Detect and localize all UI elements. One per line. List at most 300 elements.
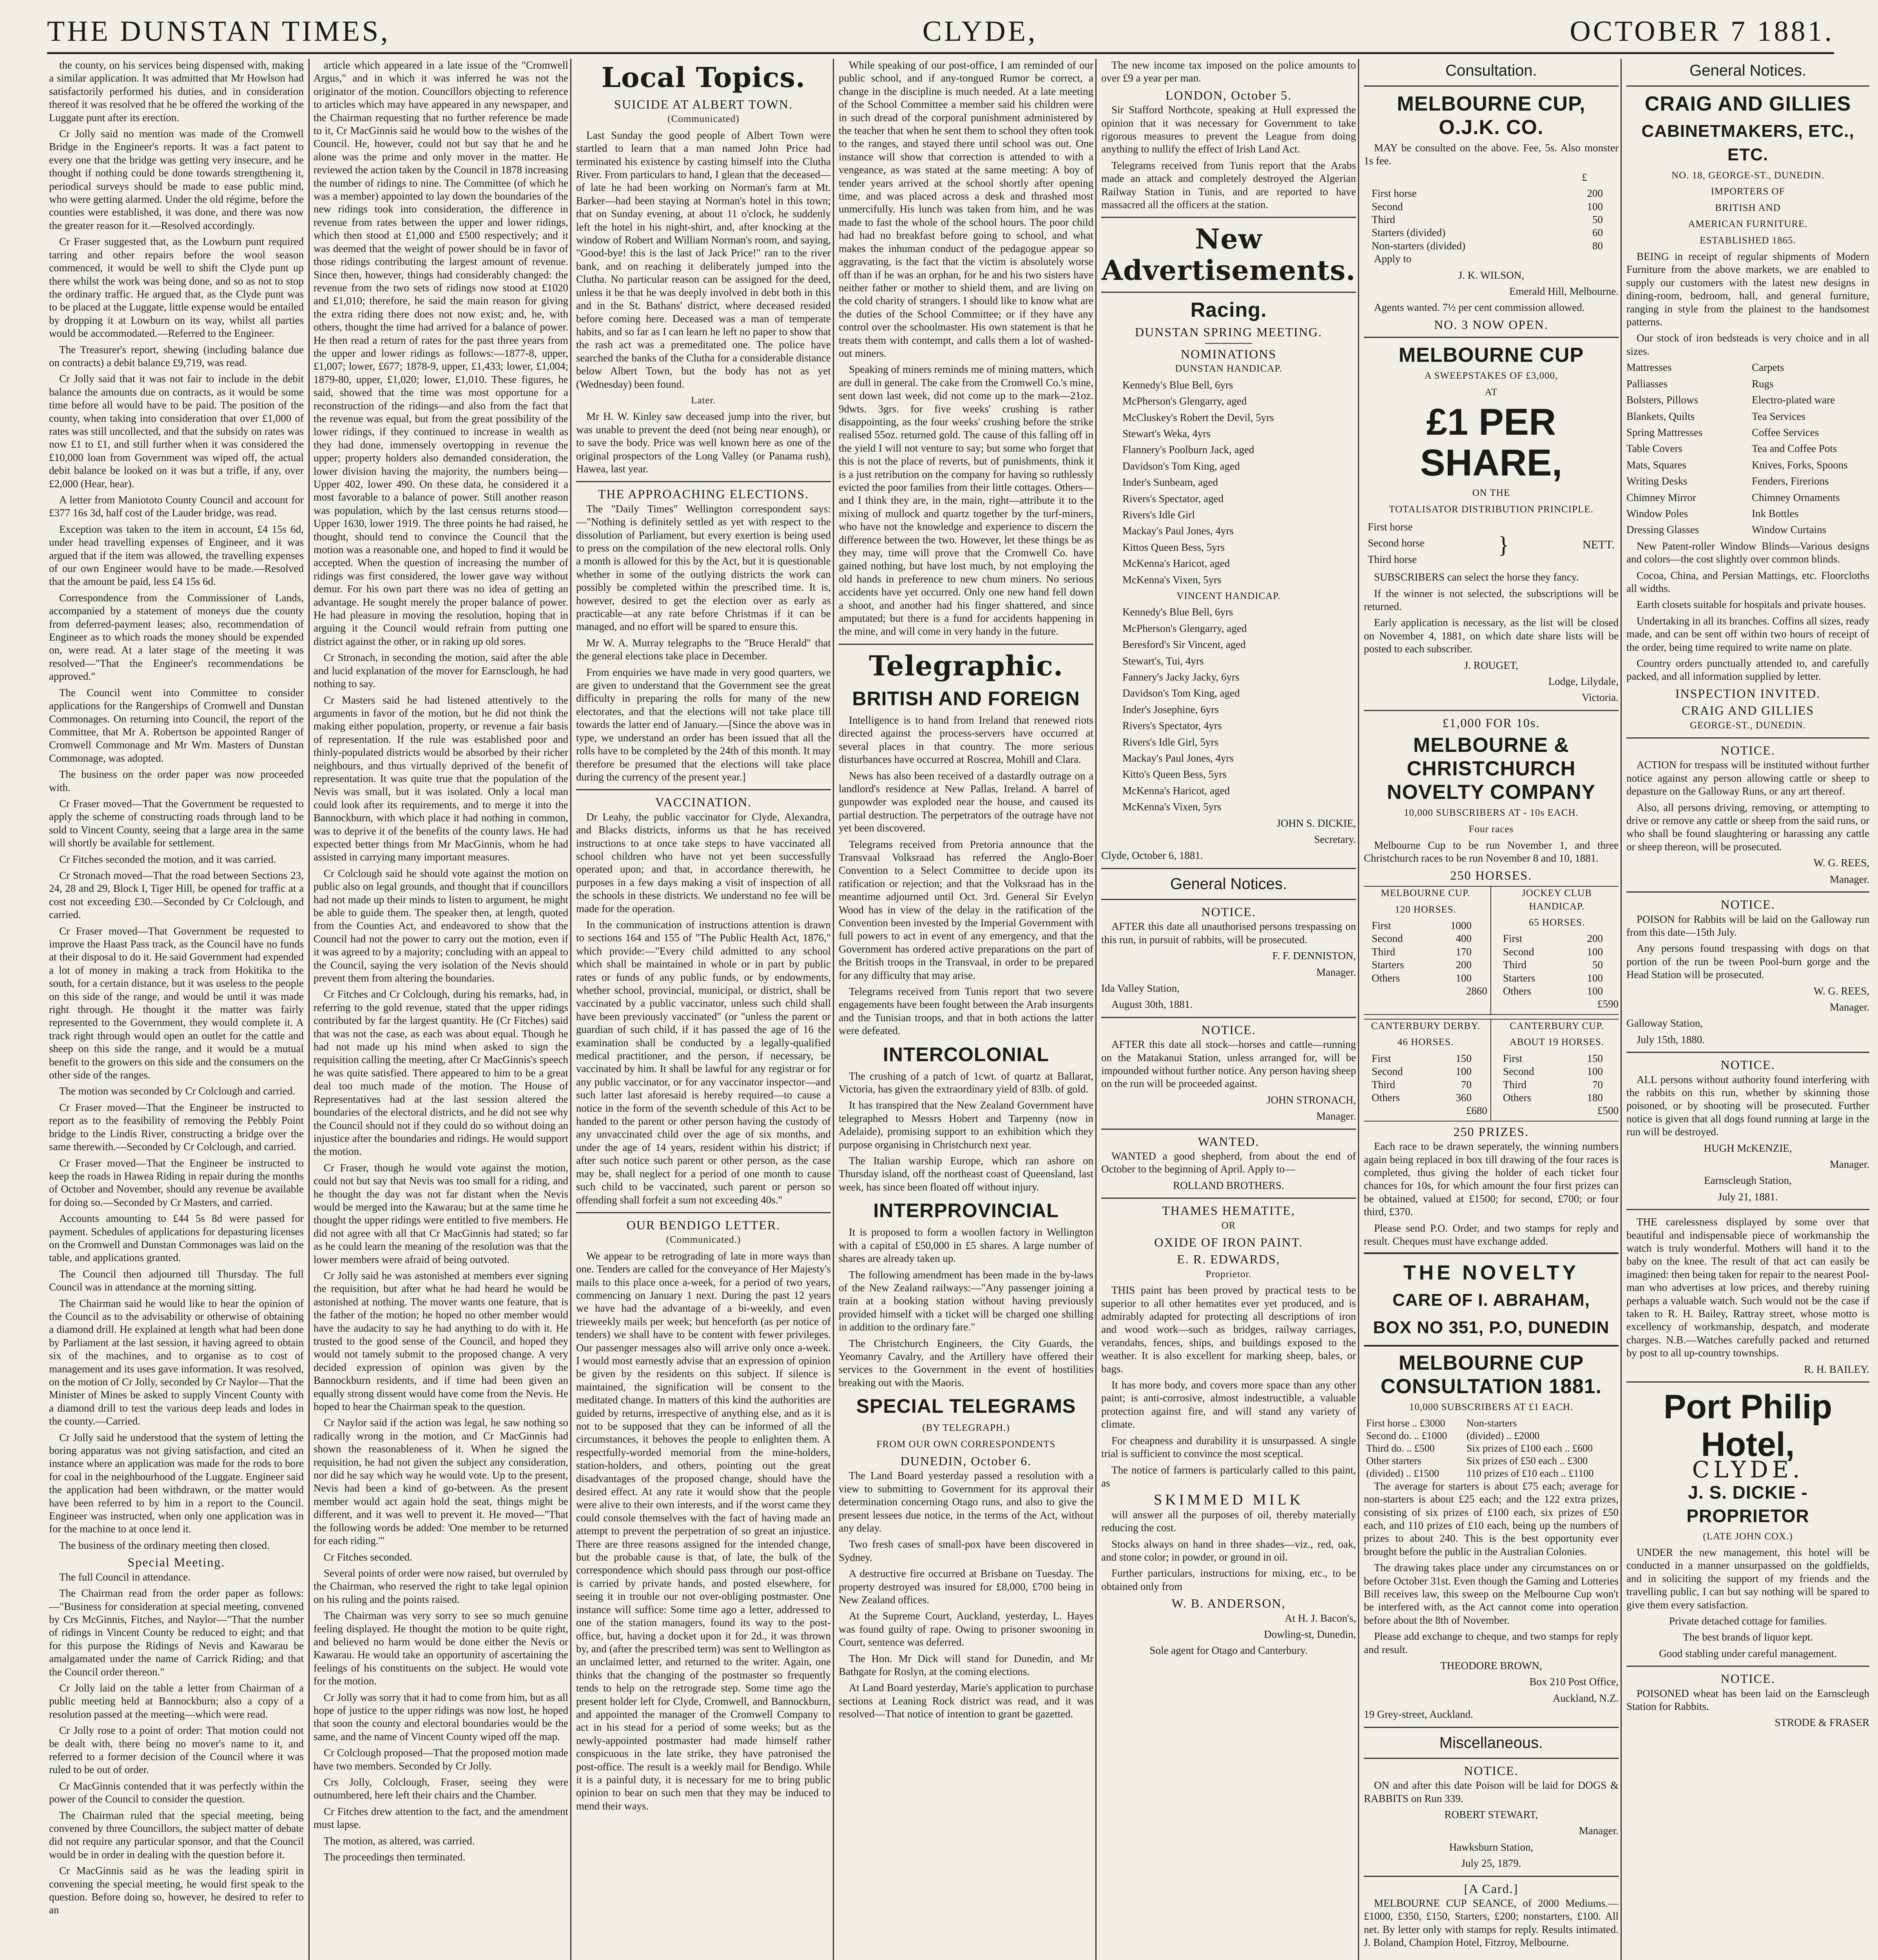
prize-row [1364, 946, 1487, 958]
prize-row [1364, 972, 1487, 985]
four-races: Four races [1468, 824, 1514, 835]
prize-row [1495, 1078, 1619, 1091]
cup-b-prizes [1495, 932, 1619, 998]
bendigo-article [576, 1250, 831, 1813]
divider [1364, 1876, 1619, 1877]
correspondents-line: FROM OUR OWN CORRESPONDENTS [876, 1439, 1056, 1450]
paragraph: A letter from Maniototo County Council and account for £377 16s 3d, half cost of the Lauder bridge, was read. [49, 494, 304, 519]
prize-amount: 200 [1587, 187, 1603, 200]
cup-a-heading: MELBOURNE CUP. [1381, 888, 1470, 899]
prize-row [1364, 226, 1619, 239]
paragraph: Cr Jolly said he understood that the system of letting the boring apparatus was not giving satisfaction, and cited an instance where an application was made for the rods to bore for coal in the neighbourhood of the Luggate. Engineer said the application had been withdrawn, or the matter would have been referred to by him in a report to the Council. Engineer was instructed, when only one application was in for the machine to at once lend it. [49, 1431, 304, 1535]
race-entry: Rivers's Spectator, 4yrs [1122, 720, 1222, 732]
prize-label: Third [1503, 1078, 1526, 1091]
prize-amount: 400 [1456, 933, 1472, 945]
paragraph: The Hon. Mr Dick will stand for Dunedin, and Mr Bathgate for Roslyn, at the coming elections. [839, 1652, 1093, 1678]
divider [1101, 1198, 1356, 1199]
stock-item: Spring Mattresses [1626, 426, 1703, 438]
prize-label: First [1372, 920, 1391, 932]
novelty-note: Please send P.O. Order, and two stamps for reply and result. Cheques must have exchange added. [1364, 1222, 1619, 1247]
race-entry: Mackay's Paul Jones, 4yrs [1122, 752, 1234, 764]
prize-row [1364, 200, 1619, 213]
rabbit-poison-text: POISON for Rabbits will be laid on the Galloway run from this date—15th July. [1626, 913, 1869, 938]
prize-label: Others [1372, 972, 1400, 984]
paragraph: Cr Fraser suggested that, as the Lowburn punt required tarring and other repairs before the wool season commenced, it would be well to shift the Clyde punt up there whilst the work was being done, and so as not to stop the ordinary traffic. He argued that, as the Clyde punt was to be placed at the Luggate, little expense would be entailed by dropping it at Lowburn on its way, whilst all parties would be accommodated.—Referred to the Engineer. [49, 236, 304, 339]
thousand-for-ten: £1,000 FOR 10s. [1442, 715, 1540, 730]
stock-list-right [1752, 361, 1869, 539]
rouget-address-2: Victoria. [1582, 691, 1619, 704]
race-entry: Davidson's Tom King, aged [1122, 460, 1240, 472]
prize-amount: 100 [1587, 985, 1603, 997]
edwards-name: E. R. EDWARDS, [1177, 1252, 1280, 1267]
elections-heading: THE APPROACHING ELECTIONS. [598, 487, 809, 501]
paragraph: The Italian warship Europe, which ran ashore on Thursday island, off the northeast coast of Queensland, last week, has since been floated off without injury. [839, 1155, 1093, 1193]
galloway-place: Galloway Station, [1626, 1017, 1703, 1029]
race-entry: Flannery's Poolburn Jack, aged [1122, 444, 1254, 456]
earth-closets-text: Earth closets suitable for hospitals and private houses. [1637, 599, 1866, 611]
short-rule [1205, 343, 1252, 344]
divider [1101, 1129, 1356, 1130]
column-3 [576, 59, 831, 1960]
consultation-1881-title: MELBOURNE CUP CONSULTATION 1881. [1380, 1352, 1602, 1398]
stock-item: Palliasses [1626, 377, 1668, 390]
prize-label: Third [1372, 214, 1395, 226]
consultation-prize-table [1364, 1417, 1619, 1480]
paragraph: It is proposed to form a woollen factory in Wellington with a capital of £50,000 in £5 shares. A large number of shares are already taken up. [839, 1226, 1093, 1265]
paragraph: The motion was seconded by Cr Colclough and carried. [59, 1085, 295, 1097]
notice-heading: NOTICE. [1201, 904, 1256, 919]
brown-box: Box 210 Post Office, [1529, 1676, 1619, 1688]
if-winner-text: If the winner is not selected, the subscriptions will be returned. [1364, 587, 1619, 612]
suicide-article [576, 129, 831, 391]
paragraph: Cr Fraser, though he would vote against the motion, could not but say that Nevis was too small for a riding, and he thought the day was not far distant when the Nevis would be merged into the Kawarau; but at the same time he thought the upper ridings were entitled to five members. He did not agree with all that Cr MacGinnis had stated; so far as he could learn the meaning of the resolution was that the lower members were afraid of being outvoted. [314, 1161, 568, 1265]
watch-notice-text: THE carelessness displayed by some over that beautiful and indispensable piece of workmanship the watch is truly wonderful. Mothers will hand it to the baby on the knee. The result of that act can easily be imagined: then being taken for repair to the nearest Pool-man who advertises at low prices, and thereby ruining perhaps a valuable watch. Such would not be the case if taken to R. H. Bailey, Rattray street, whose motto is excellency of workmanship, despatch, and moderate charges. N.B.—Watches carefully packed and returned by post to all up-country townships. [1626, 1216, 1869, 1359]
bedsteads-text: Our stock of iron bedsteads is very choice and in all sizes. [1626, 332, 1869, 357]
consultation-row [1364, 1430, 1619, 1442]
stock-item: Tea and Coffee Pots [1752, 443, 1837, 455]
cup-b-count: 65 HORSES. [1528, 917, 1585, 928]
ojk-agents-wanted: Agents wanted. 7½ per cent commission allowed. [1374, 301, 1585, 314]
stock-item: Window Poles [1626, 507, 1688, 519]
prize-row [1364, 1078, 1487, 1091]
secretary-role: Secretary. [1314, 833, 1356, 846]
rabbits-authority-text: ALL persons without authority found interfering with the rabbits on this run, whether by skinning those poisoned, or by shooting will be prosecuted. Further notice is given that all dogs found running at large in the run will be destroyed. [1626, 1073, 1869, 1138]
paragraph: Cr Jolly was sorry that it had to come from him, but as all hope of justice to the upper ridings was now lost, he hoped that soon the county and electoral boundaries would be the same, and the name of Vincent County wiped off the map. [314, 1691, 568, 1742]
bendigo-subheading: (Communicated.) [666, 1234, 741, 1245]
craig-address: NO. 18, GEORGE-ST., DUNEDIN. [1671, 170, 1824, 181]
prize-amount: 170 [1456, 946, 1472, 958]
rabbit-poison-text-2: Any persons found trespassing with dogs on that portion of the run be tween Pool-burn gorge and the Head Station will be prosecuted. [1626, 942, 1869, 981]
strode-fraser: STRODE & FRASER [1775, 1717, 1869, 1729]
paragraph: The business on the order paper was now proceeded with. [49, 768, 304, 793]
paragraph: Cr Stronach, in seconding the motion, said after the able and lucid explanation of the mover for Earnsclough, he had nothing to say. [314, 652, 568, 690]
divider [1626, 1052, 1869, 1053]
furniture-intro: BEING in receipt of regular shipments of Modern Furniture from the above markets, we are enabled to supply our customers with the latest new designs in dining-room, bedroom, hall, and general furniture, ranging in style from the plainest to the handsomest patterns. [1626, 250, 1869, 328]
prize-row [1364, 958, 1487, 971]
prize-amount: 100 [1587, 972, 1603, 984]
consultation-row [1364, 1417, 1619, 1430]
paragraph: The Council went into Committee to consider applications for the Rangerships of Cromwell and Dunstan Commonages. On returning into Council, the report of the Committee, that Mr A. Robertson be appointed Ranger of Cromwell Commonage and Mr Wm. Masters of Dunstan Commonage, was adopted. [49, 686, 304, 764]
local-topics-heading: Local Topics. [601, 61, 806, 94]
george-street: GEORGE-ST., DUNEDIN. [1690, 720, 1806, 731]
prize-row [1364, 1052, 1487, 1065]
thames-paint-text-2 [1101, 1508, 1356, 1593]
early-application-text: Early application is necessary, as the list will be closed on November 4, 1881, on which date share lists will be posted to each subscriber. [1364, 617, 1619, 655]
prize-row [1495, 1065, 1619, 1078]
stock-item: Blankets, Quilts [1626, 410, 1695, 422]
paragraph: Two fresh cases of small-pox have been discovered in Sydney. [839, 1538, 1093, 1563]
brown-city: Auckland, N.Z. [1553, 1692, 1619, 1704]
notice-heading: NOTICE. [1720, 897, 1775, 912]
prize-row [1364, 187, 1619, 200]
stock-list-left [1626, 361, 1744, 539]
ojk-intro: MAY be consulted on the above. Fee, 5s. Also monster 1s fee. [1364, 142, 1619, 167]
cup-c-prizes [1364, 1052, 1487, 1105]
general-notices-heading: General Notices. [1689, 62, 1806, 79]
paragraph: Accounts amounting to £44 5s 8d were passed for payment. Schedules of applications for depasturing licenses on the Cromwell and Dunstan Commonages was laid on the table, and applications granted. [49, 1212, 304, 1264]
two-fifty-horses: 250 HORSES. [1450, 868, 1532, 882]
prize-row [1364, 932, 1487, 945]
secretary-name: JOHN S. DICKIE, [1276, 817, 1356, 829]
paragraph: Stocks always on hand in three shades—viz., red, oak, and stone color; in powder, or ground in oil. [1101, 1538, 1356, 1563]
race-entry: McKenna's Haricot, aged [1122, 557, 1230, 570]
dunedin-telegrams [839, 1469, 1093, 1720]
interprovincial-news [839, 1226, 1093, 1389]
vaccination-heading: VACCINATION. [655, 795, 752, 809]
prize-amount: 200 [1587, 933, 1603, 945]
race-entry: McPherson's Glengarry, aged [1122, 395, 1247, 407]
first-horse-label: First horse [1368, 521, 1413, 533]
paragraph: Cr Jolly said no mention was made of the Cromwell Bridge in the Engineer's reports. It was a fact patent to every one that the bridge was getting very insecure, and he thought if nothing could be done towards strengthening it, periodical surveys should be made to ease public mind, who were getting alarmed. Under the old régime, before the counties were established, it was done, and there was now the greater reason for it.—Resolved accordingly. [49, 128, 304, 231]
column-2 [314, 59, 568, 1960]
suicide-heading: SUICIDE AT ALBERT TOWN. [614, 97, 793, 111]
prize-label: First horse [1372, 187, 1417, 200]
denniston-notice-text: AFTER this date all unauthorised persons trespassing on this run, in pursuit of rabbits, will be prosecuted. [1101, 920, 1356, 946]
ida-valley-place: Ida Valley Station, [1101, 982, 1180, 994]
paragraph: The new income tax imposed on the police amounts to over £9 a year per man. [1101, 59, 1356, 84]
thames-or: OR [1221, 1220, 1236, 1231]
racing-heading: Racing. [1190, 299, 1267, 322]
anderson-address-2: Dowling-st, Dunedin, [1264, 1628, 1356, 1640]
paragraph: From enquiries we have made in very good quarters, we are given to understand that the Government see the great difficulty in preparing the rolls for many of the new electorates, and that the elections will not take place till towards the latter end of January.—[Since the above was in type, we understand an order has been issued that all the rolls have to be completed by the 24th of this month. It may therefore be presumed that the elections will take place during the currency of the present year.] [576, 666, 831, 783]
prize-amount: 1000 [1450, 920, 1472, 932]
paragraph: Crs Jolly, Colclough, Fraser, seeing they were outnumbered, here left their chairs and the Chamber. [314, 1776, 568, 1801]
paragraph: Last Sunday the good people of Albert Town were startled to learn that a man named John Price had terminated his existence by casting himself into the Clutha River. From particulars to hand, I glean that the deceased—of late he had been working on Norman's farm at Mt. Barker—had been staying at Norman's hotel in this town; that on Sunday evening, at about 11 o'clock, he suddenly left the hotel in his night-shirt, and, after knocking at the window of Robert and William Norman's room, and saying, "Good-bye! this is the last of Jack Price!" ran to the river bank, and on reaching it deliberately jumped into the Clutha. No particular reason can be assigned for the deed, unless it be that he was deeply involved in debt both in this and in the St. Bathans' district, where deceased resided before coming here. Deceased was a man of temperate habits, and so far as I can learn he left no paper to show that the rash act was a premeditated one. The police have searched the banks of the Clutha for a considerable distance below Albert Town, but the body has not as yet (Wednesday) been found. [576, 129, 831, 390]
divider [1626, 891, 1869, 893]
prize-label: Starters [1503, 972, 1535, 984]
novelty-address-box [1364, 1252, 1619, 1347]
craig-gillies-footer: CRAIG AND GILLIES [1682, 703, 1814, 718]
race-entry: Inder's Sunbeam, aged [1122, 476, 1218, 488]
prize-row [1495, 1052, 1619, 1065]
cup-b-total: £590 [1597, 998, 1619, 1010]
rolland-brothers: ROLLAND BROTHERS. [1173, 1179, 1284, 1191]
prizes-heading: 250 PRIZES. [1453, 1124, 1529, 1139]
column-1 [49, 59, 304, 1960]
race-entry: McKenna's Vixen, 5yrs [1122, 573, 1222, 586]
consultation-cell: First horse .. £3000 [1366, 1417, 1445, 1429]
prize-row [1495, 946, 1619, 958]
consultation-cell: 110 prizes of £10 each .. £1100 [1466, 1467, 1594, 1479]
novelty-description: Melbourne Cup to be run November 1, and three Christchurch races to be run November 8 and 10, 1881. [1364, 839, 1619, 864]
prize-row [1364, 240, 1619, 252]
divider [1626, 1381, 1869, 1383]
council-report [49, 59, 304, 1552]
notice-heading: NOTICE. [1720, 1058, 1775, 1072]
novelty-draw-text: Each race to be drawn seperately, the winning numbers again being replaced in box till drawing of the four races is completed, thus giving the holder of each ticket four chances for 10s, for which amount the four first prizes can be obtained, valued at £1500; for second, £700; or four third, £370. [1364, 1140, 1619, 1218]
special-meeting-report [49, 1571, 304, 1917]
paragraph: The motion, as altered, was carried. [324, 1835, 475, 1847]
dunstan-handicap-entries [1101, 379, 1356, 586]
prize-label: First [1372, 1052, 1391, 1064]
novelty-company-title: MELBOURNE & CHRISTCHURCH NOVELTY COMPANY [1387, 734, 1596, 804]
paragraph: Exception was taken to the item in account, £4 15s 6d, under head travelling expenses of Engineer, and it was argued that if the item was allowed, the travelling expenses of our own Engineer would have to be made.—Resolved that the amount be paid, less £4 15s 6d. [49, 523, 304, 588]
stock-item: Chimney Mirror [1626, 491, 1696, 503]
racing-date: Clyde, October 6, 1881. [1101, 849, 1203, 862]
brown-address: 19 Grey-street, Auckland. [1364, 1708, 1473, 1720]
prize-amount: 100 [1456, 1065, 1472, 1078]
prize-label: Third [1503, 959, 1526, 971]
nett-label: NETT. [1583, 538, 1615, 552]
paragraph: Cr Fraser moved—That the Engineer be instructed to report as to the feasibility of removing the Pebbly Point bridge to the Lindis River, constructing a bridge over the same therewith.—Seconded by Cr Colclough, and carried. [49, 1101, 304, 1153]
prize-amount: 100 [1587, 1065, 1603, 1078]
hawksburn-date: July 25, 1879. [1461, 1857, 1521, 1869]
stock-item: Chimney Ornaments [1752, 491, 1840, 503]
rees-role-2: Manager. [1829, 1001, 1869, 1013]
edwards-role: Proprietor. [1205, 1269, 1252, 1279]
inspection-invited: INSPECTION INVITED. [1675, 686, 1821, 701]
paragraph: Cr Fitches seconded the motion, and it was carried. [59, 853, 276, 865]
cup-d-heading: CANTERBURY CUP. [1510, 1020, 1604, 1031]
paragraph: We appear to be retrograding of late in more ways than one. Tenders are called for the conveyance of Her Majesty's mails to this place once a-week, for a period of two years, commencing on January 1 next. During the past 12 years we have had the advantage of a bi-weekly, and even trieweekly mails per week; but henceforth (as per notice of tenders) we shall have to be content with fewer privileges. Our passenger messages also will arrive only once a-week. I would most earnestly advise that an expression of opinion be given by the residents on this subject. If silence is maintained, the signification will be consent to the meditated change. In matters of this kind the authorities are guided by returns, irrespective of anything else, and as it is not to be supposed that they can be informed of all the circumstances, it behoves the people to enlighten them. A respectfully-worded memorial from the mine-holders, station-holders, and others, pointing out the great disadvantages of the proposed change, should have the desired effect. At any rate it would show that the people were alive to their own interests, and if the worst came they could console themselves with the fact of having made an attempt to prevent the perpetration of so great an injustice. There are three reasons assigned for the intended change, but the probable cause is that, of late, the bulk of the correspondence which should pass through our post-office is carried by private hands, and posted elsewhere, for seeing it in trouble our not over-obliging postmaster. One instance will suffice: Some time ago a letter, addressed to one of the station managers, found its way to the post-office, but, having a docket upon it for 2d., it was thrown by, and (after the prescribed term) was sent to Wellington as an unclaimed letter, and returned to the writer. Again, one thinks that the changing of the postmaster so frequently tends to help on the retrograde step. Some time ago the present holder left for Clyde, Cromwell, and Bannockburn, and appointed the manager of the Cromwell Company to act in his stead for a period of some weeks; but as the newly-appointed postmaster had made himself rather conspicuous in the late strike, they have patronised the post-office. The result is a weekly mail for Bendigo. While it is a painful duty, it is necessary for me to bring public opinion to bear on such men that they may be induced to mend their ways. [576, 1250, 831, 1812]
prize-label: Starters (divided) [1372, 227, 1446, 239]
cup-d-prizes [1495, 1052, 1619, 1105]
bendigo-heading: OUR BENDIGO LETTER. [626, 1218, 781, 1232]
stock-item: Window Curtains [1752, 524, 1827, 536]
special-meeting-heading: Special Meeting. [127, 1555, 225, 1570]
consultation-cell: (divided) .. £2000 [1466, 1430, 1540, 1441]
bailey-name: R. H. BAILEY. [1804, 1363, 1869, 1375]
column-5 [1101, 59, 1356, 1960]
skimmed-milk: SKIMMED MILK [1153, 1492, 1304, 1508]
race-entry: Fannery's Jacky Jacky, 6yrs [1122, 671, 1240, 683]
column-7 [1626, 59, 1869, 1960]
divider [576, 1212, 831, 1213]
consultation-row [1364, 1455, 1619, 1467]
race-entry: Inder's Josephine, 6yrs [1122, 703, 1219, 715]
stewart-name: ROBERT STEWART, [1444, 1808, 1538, 1820]
paragraph: Cr Fraser moved—That Government be requested to improve the Haast Pass track, as the Council have no funds at their disposal to do it. He said Government had expended a lot of money in making a track from Hokitika to the south, for a certain distance, but it was useless to the people on this side of the range, and would be until it was made right through. He thought it the matter was fairly represented to the Government, they would complete it. A track right through would open an outlet for the cattle and sheep on this side the range, and it would be a mutual benefit to the growers on this side and the consumers on the other side of the ranges. [49, 925, 304, 1081]
paragraph: THIS paint has been proved by practical tests to be superior to all other hematites ever yet produced, and is admirably adapted for protecting all descriptions of iron and wood work—such as bridges, railway carriages, verandahs, fences, ships, and buildings exposed to the weather. It is also excellent for marking sheep, bales, or bags. [1101, 1284, 1356, 1375]
cup-b-heading: JOCKEY CLUB HANDICAP. [1522, 888, 1592, 912]
paragraph: Cr Naylor said if the action was legal, he saw nothing so radically wrong in the motion, and Cr MacGinnis had shown the reasonableness of it. When he signed the requisition, he had not given the subject any consideration, nor did he say which way he would vote. Up to the present, Nevis had been a kind of go-between. As the present member would act again hold the seat, things might be different, and it was well to prevent it. He moved—"That the following words be added: 'One member to be returned for each riding.'" [314, 1417, 568, 1547]
paragraph: Further particulars, instructions for mixing, etc., to be obtained only from [1101, 1567, 1356, 1592]
stewart-role: Manager. [1579, 1825, 1619, 1837]
intercolonial-heading: INTERCOLONIAL [883, 1043, 1050, 1065]
prize-row [1364, 1091, 1487, 1104]
elections-article [576, 503, 831, 784]
paragraph: For cheapness and durability it is unsurpassed. A single trial is sufficient to convince the most sceptical. [1101, 1434, 1356, 1460]
prize-amount: 80 [1592, 240, 1603, 252]
stock-item: Tea Services [1752, 410, 1805, 422]
notice-heading: NOTICE. [1201, 1022, 1256, 1037]
race-entry: McKenna's Vixen, 5yrs [1122, 801, 1222, 813]
special-telegrams-heading: SPECIAL TELEGRAMS [856, 1395, 1076, 1417]
divider [1364, 337, 1619, 338]
novelty-heading: THE NOVELTY [1403, 1261, 1579, 1285]
interprovincial-heading: INTERPROVINCIAL [873, 1200, 1059, 1222]
prize-row [1364, 213, 1619, 226]
paragraph: Cr Jolly said he was astonished at members ever signing the requisition, but after what he had heard he would be astonished at nothing. The mover wants one feature, that is the father of the motion; he hoped no other member would have the audacity to say he had anything to do with it. He trusted to the good sense of the Council, and hoped they would not tamely submit to the proposed change. A very decided expression of opinion was given by the Bannockburn residents, and if time had been given an equally strong dissent would have come from the Nevis. He hoped to hear the Chairman speak to the question. [314, 1269, 568, 1413]
mattings-text: Cocoa, China, and Persian Mattings, etc. Floorcloths all widths. [1626, 569, 1869, 594]
prize-row [1364, 1065, 1487, 1078]
paragraph: Several points of order were now raised, but overruled by the Chairman, who reserved the right to take legal opinion on his ruling and the points raised. [314, 1567, 568, 1605]
earnscleugh-date: July 21, 1881. [1718, 1191, 1778, 1203]
importers-of: IMPORTERS OF [1711, 186, 1785, 197]
paragraph: At Land Board yesterday, Marie's application to purchase sections at Leaning Rock district was read, and it was resolved—That notice of intention to grant be gazetted. [839, 1682, 1093, 1720]
dunstan-handicap-heading: DUNSTAN HANDICAP. [1175, 363, 1282, 374]
prize-amount: 50 [1592, 214, 1603, 226]
intercolonial-news [839, 1070, 1093, 1194]
masthead [47, 11, 1834, 54]
ojk-prizes [1364, 187, 1619, 252]
nominations-heading: NOMINATIONS [1180, 347, 1277, 361]
clyde-title: CLYDE. [1692, 1456, 1804, 1483]
paragraph: The notice of farmers is particularly called to this paint, as [1101, 1464, 1356, 1489]
paragraph: It has transpired that the New Zealand Government have telegraphed to Messrs Hobert and Tarpenny (now in Adelaide), promising support to an exhibition which they purpose organising in Christchurch next year. [839, 1099, 1093, 1151]
dunedin-dateline: DUNEDIN, October 6. [900, 1454, 1032, 1468]
consultation-cell: Six prizes of £100 each .. £600 [1466, 1442, 1593, 1454]
consultation-cell: Second do. .. £1000 [1366, 1430, 1447, 1441]
place: CLYDE, [922, 15, 1038, 47]
prize-amount: 70 [1461, 1078, 1472, 1091]
cottage-text: Private detached cottage for families. [1669, 1615, 1827, 1627]
ojk-agent-name: J. K. WILSON, [1458, 269, 1525, 281]
divider [1101, 292, 1356, 293]
column-rule [833, 59, 834, 1960]
anderson-name: W. B. ANDERSON, [1171, 1596, 1286, 1611]
anderson-role: Sole agent for Otago and Canterbury. [1149, 1644, 1308, 1657]
paragraph: The Chairman said he would like to hear the opinion of the Council as to the advisability or otherwise of obtaining a diamond drill. He explained at length what had been done by Parliament at the last session, it having agreed to obtain six of the machines, and to organise as to cost of management and its uses gave information. It was resolved, on the motion of Cr Jolly, seconded by Cr Naylor—That the Minister of Mines be asked to supply Vincent County with a diamond drill to test the various deep leads and lodes in the county.—Carried. [49, 1297, 304, 1427]
paragraph: Speaking of miners reminds me of mining matters, which are dull in general. The cake from the Cromwell Co.'s mine, sent down last week, did not come up to the mark—21oz. 9dwts. 3grs. for five weeks' crushing is rather disappointing, as the four weeks' crushing before the strike realised 55oz. returned gold. The cause of this falling off in the yield I will not venture to say; but some who forget that this is not the place of reverts, but of punishments, think it is a just retribution on the company for having so ruthlessly evicted the poor families from their little cottages. Others—and I think they are, in the main, right—attribute it to the mixing of mullock and quartz together by the turf-miners, who have not the knowledge and experience to discern the difference between the two. However, let these things be as they may, time will prove that the Cromwell Co. have gained nothing, but have lost much, by not employing the old hands in preference to new chum miners. No serious accidents have yet occurred. Only one new hand fell down a shoot, and another had his finger shattered, and since amputated; but there is a fund for accidents happening in the mine, and will come in very handy in the future. [839, 363, 1093, 637]
totalisator-line: TOTALISATOR DISTRIBUTION PRINCIPLE. [1389, 504, 1593, 515]
race-entry: Kitto's Queen Bess, 5yrs [1122, 768, 1227, 780]
paragraph: The crushing of a patch of 1cwt. of quartz at Ballarat, Victoria, has given the extraordinary yield of 83lb. of gold. [839, 1070, 1093, 1095]
wanted-text: WANTED a good shepherd, from about the end of October to the beginning of April. Apply to— [1101, 1150, 1356, 1175]
paragraph: While speaking of our post-office, I am reminded of our public school, and if any-tongued Rumor be correct, a change in the discipline is much needed. At a late meeting of the School Committee a member said his children were in such dread of the corporal punishment administered by the teacher that when he sent them to school they often took to the ranges, and stayed there until school was out. One instance will show that correction is attended to with a vengeance, as was stated at the same meeting: A boy of tender years arrived at the school shortly after opening time, and was placed across a desk and thrashed most unmercifully. His lunch was taken from him, and he was made to fast the whole of the school hours. The poor child had had no breakfast before going to school, and what makes the inhuman conduct of the pedagogue appear so aggravating, is the fact that the victim is absolutely worse off than if he was an orphan, for he and his two sisters have neither father or mother to shield them, and are living on the cold charity of strangers. I should like to know what are the duties of the School Committee; or if they have any control over the schoolmaster. His own statement is that he treats them with contempt, and calls them a lot of washed-out miners. [839, 59, 1093, 359]
consultation-cell: Other starters [1366, 1455, 1421, 1466]
column-4 [839, 59, 1093, 1960]
prize-label: Others [1503, 985, 1531, 997]
american-furniture: AMERICAN FURNITURE. [1688, 219, 1808, 230]
paragraph: Cr Jolly rose to a point of order: That motion could not be dealt with, there being no mover's name to it, and referred to a former decision of the Council where it was ruled to be out of order. [49, 1724, 304, 1776]
paragraph: The full Council in attendance. [59, 1571, 191, 1583]
consultation-drawing-text: The drawing takes place under any circumstances on or before October 31st. Even though the Gaming and Lotteries Bill receives law, this sweep on the Melbourne Cup won't be interfered with, as the Act cannot come into operation before about the 8th of November. [1364, 1562, 1619, 1626]
vincent-handicap-heading: VINCENT HANDICAP. [1176, 590, 1281, 601]
prize-amount: 360 [1456, 1091, 1472, 1103]
cup-c-count: 46 HORSES. [1397, 1037, 1454, 1048]
divider [1101, 899, 1356, 900]
second-horse-label: Second horse [1368, 537, 1425, 549]
cup-d-count: ABOUT 19 HORSES. [1509, 1037, 1604, 1048]
column-rule [570, 59, 571, 1960]
consultation-cell: (divided) .. £1500 [1366, 1467, 1439, 1479]
paragraph: Correspondence from the Commissioner of Lands, accompanied by a statement of moneys due the county from deferred-payment leases; also, recommendation of Engineer as to which roads the money should be expended on, were read. At a later stage of the meeting it was resolved—"That the Engineer's recommendations be approved." [49, 592, 304, 682]
stock-item: Mattresses [1626, 361, 1672, 374]
rees-name: W. G. REES, [1813, 857, 1869, 869]
ida-valley-date: August 30th, 1881. [1111, 998, 1193, 1011]
paragraph: The proceedings then terminated. [324, 1851, 466, 1863]
stronach-role: Manager. [1316, 1110, 1356, 1122]
divider [1364, 1758, 1619, 1759]
paragraph: the county, on his services being dispensed with, making a similar application. It was admitted that Mr Howlson had satisfactorily performed his duties, and in consideration thereof it was resolved that he be offered the working of the Luggate punt after its erection. [49, 59, 304, 123]
stock-item: Coffee Services [1752, 426, 1819, 438]
ojk-unit: £ [1582, 171, 1587, 183]
divider [576, 789, 831, 790]
race-entry: Kennedy's Blue Bell, 6yrs [1122, 606, 1233, 618]
stock-item: Knives, Forks, Spoons [1752, 459, 1848, 471]
paragraph: Cr Fitches seconded. [324, 1551, 412, 1563]
stronach-name: JOHN STRONACH, [1266, 1094, 1356, 1106]
paragraph: In the communication of instructions attention is drawn to sections 164 and 155 of "The Public Health Act, 1876," which provide:—"Every child admitted to any school which shall be maintained in whole or in part by public rates or funds of any public funds, or by endowments, whether school, provincial, municipal, or district, shall be vaccinated by a public vaccinator, unless such child shall have been previously vaccinated" (or "unless the parent or guardian of such child, if it has passed the age of 16 the examination shall be conducted by a legally-qualified medical practitioner, and the person, if necessary, be vaccinated by him. It shall be lawful for any registrar or for any public vaccinator, or for any vaccinator inspector—and such latter last aforesaid is hereby required—to cause a notice in the form of the seventh schedule of this Act to be handed to the parent or other person having the custody of any unvaccinated child over the age of six months, and under the age of 14 years, resident within his district; if after such notice such parent or other person, as the case may be, shall neglect for a period of one month to cause such child to be vaccinated, such parent or person so offending shall forfeit a sum not exceeding 40s." [576, 918, 831, 1206]
divider [1626, 1209, 1869, 1210]
at-label: AT [1485, 387, 1498, 397]
per-share-title: £1 PER SHARE, [1420, 401, 1563, 484]
race-entry: Kennedy's Blue Bell, 6yrs [1122, 379, 1233, 391]
ojk-now-open: NO. 3 NOW OPEN. [1434, 317, 1548, 332]
anderson-address: At H. J. Bacon's, [1285, 1612, 1356, 1624]
poisoned-wheat-text: POISONED wheat has been laid on the Earnscleugh Station for Rabbits. [1626, 1687, 1869, 1712]
london-dateline: LONDON, October 5. [1165, 88, 1292, 102]
divider [1101, 1017, 1356, 1018]
on-the-label: ON THE [1472, 488, 1510, 499]
card-heading: [A Card.] [1464, 1881, 1519, 1896]
stronach-notice-text: AFTER this date all stock—horses and cattle—running on the Matakanui Station, unless arranged for, will be impounded without further notice. Any person having sheep on the run will be proceeded against. [1101, 1038, 1356, 1090]
paragraph: Cr Fraser moved—That the Engineer be instructed to keep the roads in Hawea Riding in repair during the months of October and November, should any revenue be available for doing so.—Seconded by Cr Masters, and carried. [49, 1157, 304, 1208]
paragraph: Cr Colclough said he should vote against the motion on public also on legal grounds, and thought that if councillors had not made up their minds to listen to argument, he might be able to guide them. The speaker then, at length, quoted from the Counties Act, and endeavored to show that the Council had not the power to carry out the motion, even if it was agreed to by a majority; concluding with an appeal to the Council, saying the very isolation of the Nevis should prevent them from altering the boundaries. [314, 867, 568, 984]
paragraph: The Christchurch Engineers, the City Guards, the Yeomanry Cavalry, and the Artillery have offered their services to the Government in the event of hostilities breaking out with the Maoris. [839, 1337, 1093, 1388]
prize-label: Non-starters (divided) [1372, 240, 1466, 252]
race-entry: McPherson's Glengarry, aged [1122, 622, 1247, 634]
stock-item: Table Covers [1626, 443, 1682, 455]
column-rule [1621, 59, 1622, 1960]
prize-amount: 150 [1456, 1052, 1472, 1064]
by-telegraph: (BY TELEGRAPH.) [922, 1423, 1010, 1434]
prize-amount: 180 [1587, 1091, 1603, 1103]
newspaper-title: THE DUNSTAN TIMES, [47, 15, 390, 47]
cup-c-total: £680 [1466, 1105, 1487, 1117]
column-rule [1095, 59, 1097, 1960]
column-rule [1358, 59, 1359, 1960]
prize-amount: 60 [1592, 227, 1603, 239]
later-paragraph: Mr H. W. Kinley saw deceased jump into the river, but was unable to prevent the deed (not being near enough), or to save the body. Price was well known here as one of the original prospectors of the Long Valley (or Panama rush), Hawea, last year. [576, 410, 831, 475]
prize-label: Second [1372, 933, 1403, 945]
stock-item: Ink Bottles [1752, 507, 1799, 519]
stock-item: Mats, Squares [1626, 459, 1686, 471]
prize-label: Third [1372, 946, 1395, 958]
divider [1626, 1666, 1869, 1667]
divider [1101, 868, 1356, 869]
ojk-title: MELBOURNE CUP, O.J.K. CO. [1397, 93, 1586, 139]
race-entry: Rivers's Spectator, aged [1122, 492, 1224, 505]
prize-amount: 100 [1587, 946, 1603, 958]
prize-amount: 70 [1592, 1078, 1603, 1091]
consultation-row [1364, 1467, 1619, 1480]
paragraph: Cr Fitches drew attention to the fact, and the amendment must lapse. [314, 1805, 568, 1831]
general-notices-heading: General Notices. [1170, 875, 1287, 893]
paragraph: Cr Jolly laid on the table a letter from Chairman of a public meeting held at Bannockburn; also a copy of a resolution passed at the meeting—which were read. [49, 1682, 304, 1720]
mckenzie-role: Manager. [1829, 1158, 1869, 1170]
